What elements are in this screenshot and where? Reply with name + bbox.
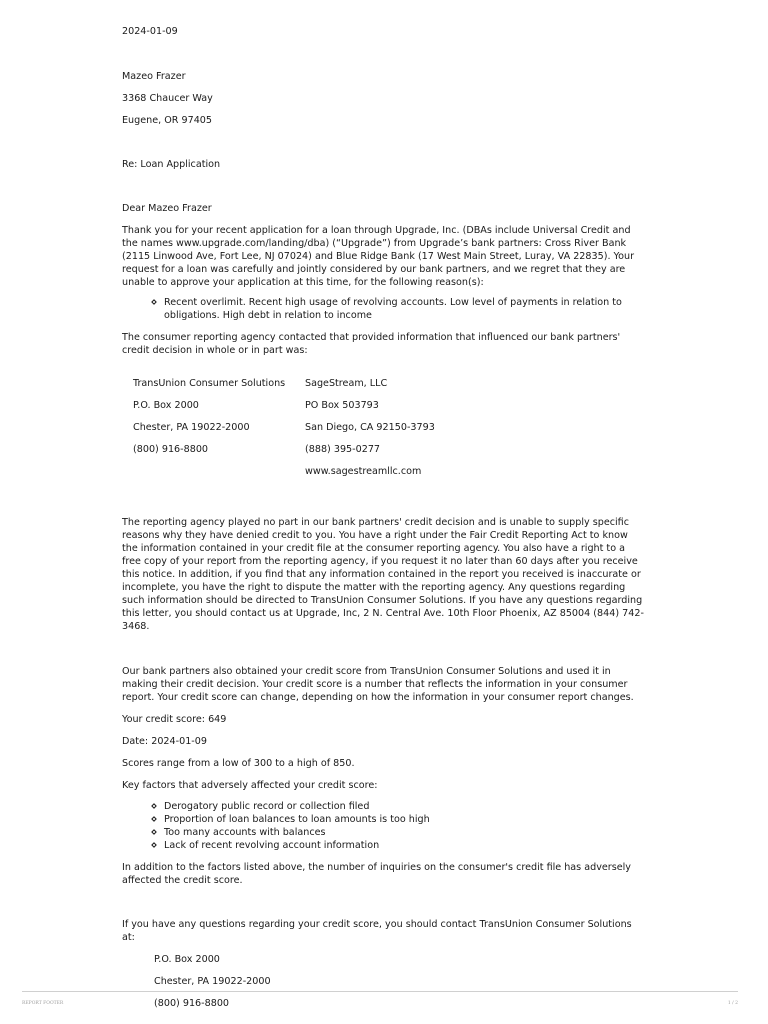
diamond-bullet-icon bbox=[151, 816, 157, 822]
credit-score-line: Your credit score: 649 bbox=[122, 714, 227, 725]
factor-text: Derogatory public record or collection filed bbox=[164, 801, 370, 812]
agency-phone: (800) 916-8800 bbox=[133, 444, 209, 455]
agency-city: Chester, PA 19022-2000 bbox=[133, 422, 250, 433]
diamond-bullet-icon bbox=[151, 803, 157, 809]
recipient-city: Eugene, OR 97405 bbox=[122, 115, 213, 126]
recipient-block bbox=[122, 70, 646, 127]
letter-page bbox=[122, 25, 646, 1010]
agency-phone: (888) 395-0277 bbox=[305, 444, 381, 455]
footer-label: REPORT FOOTER bbox=[22, 1001, 64, 1006]
salutation: Dear Mazeo Frazer bbox=[122, 203, 212, 214]
factor-text: Too many accounts with balances bbox=[164, 827, 326, 838]
diamond-bullet-icon bbox=[151, 829, 157, 835]
score-range-line: Scores range from a low of 300 to a high of 850. bbox=[122, 758, 355, 769]
agency-intro: The consumer reporting agency contacted that provided information that influenced our bank partners' credit decision in whole or in part was: bbox=[122, 332, 621, 356]
agency-name: SageStream, LLC bbox=[305, 378, 388, 389]
factors-list bbox=[122, 800, 646, 852]
diamond-bullet-icon bbox=[151, 842, 157, 848]
agency-table bbox=[122, 377, 646, 487]
agency-address: PO Box 503793 bbox=[305, 400, 379, 411]
agency-name: TransUnion Consumer Solutions bbox=[133, 378, 286, 389]
intro-paragraph: Thank you for your recent application for a loan through Upgrade, Inc. (DBAs include Universal Credit and the names www.upgrade.com/landing/dba) (“Upgrade”) from Upgrade’s bank partners: Cross River Bank (2115 Linwood Ave, Fort Lee, NJ 07024) and Blue Ridge Bank (17 West Main Street, Luray, VA 22835). Your request for a loan was carefully and jointly considered by our bank partners, and we regret that they are unable to approve your application at this time, for the following reason(s): bbox=[122, 225, 635, 288]
letter-date: 2024-01-09 bbox=[122, 26, 178, 37]
subject-line: Re: Loan Application bbox=[122, 159, 221, 170]
agency-sagestream bbox=[305, 377, 435, 487]
factor-text: Proportion of loan balances to loan amounts is too high bbox=[164, 814, 430, 825]
list-item bbox=[122, 800, 646, 813]
agency-transunion bbox=[133, 377, 305, 487]
score-paragraph: Our bank partners also obtained your credit score from TransUnion Consumer Solutions and used it in making their credit decision. Your credit score is a number that reflects the information in your consumer report. Your credit score can change, depending on how the information in your consumer report changes. bbox=[122, 666, 634, 703]
page-footer bbox=[22, 991, 738, 1010]
list-item bbox=[122, 813, 646, 826]
factors-intro: Key factors that adversely affected your credit score: bbox=[122, 780, 378, 791]
recipient-name: Mazeo Frazer bbox=[122, 71, 186, 82]
recipient-street: 3368 Chaucer Way bbox=[122, 93, 213, 104]
diamond-bullet-icon bbox=[151, 299, 157, 305]
contact-city: Chester, PA 19022-2000 bbox=[154, 976, 271, 987]
agency-address: P.O. Box 2000 bbox=[133, 400, 199, 411]
contact-phone: (800) 916-8800 bbox=[154, 998, 230, 1009]
reasons-list bbox=[122, 296, 646, 322]
list-item bbox=[122, 296, 646, 322]
factor-text: Lack of recent revolving account information bbox=[164, 840, 380, 851]
score-date-line: Date: 2024-01-09 bbox=[122, 736, 207, 747]
contact-intro: If you have any questions regarding your credit score, you should contact TransUnion Consumer Solutions at: bbox=[122, 919, 632, 943]
contact-address: P.O. Box 2000 bbox=[154, 954, 220, 965]
page-number: 1 / 2 bbox=[727, 1001, 738, 1006]
rights-paragraph: The reporting agency played no part in our bank partners' credit decision and is unable to supply specific reasons why they have denied credit to you. You have a right under the Fair Credit Reporting Act to know the information contained in your credit file at the consumer reporting agency. You also have a right to a free copy of your report from the reporting agency, if you request it no later than 60 days after you receive this notice. In addition, if you find that any information contained in the report you received is inaccurate or incomplete, you have the right to dispute the matter with the reporting agency. Any questions regarding such information should be directed to TransUnion Consumer Solutions. If you have any questions regarding this letter, you should contact us at Upgrade, Inc, 2 N. Central Ave. 10th Floor Phoenix, AZ 85004 (844) 742-3468. bbox=[122, 517, 644, 632]
list-item bbox=[122, 826, 646, 839]
reason-text: Recent overlimit. Recent high usage of revolving accounts. Low level of payments in relation to obligations. High debt in relation to income bbox=[164, 297, 622, 321]
inquiries-line: In addition to the factors listed above, the number of inquiries on the consumer's credit file has adversely affected the credit score. bbox=[122, 862, 631, 886]
agency-website: www.sagestreamllc.com bbox=[305, 466, 422, 477]
list-item bbox=[122, 839, 646, 852]
agency-city: San Diego, CA 92150-3793 bbox=[305, 422, 435, 433]
